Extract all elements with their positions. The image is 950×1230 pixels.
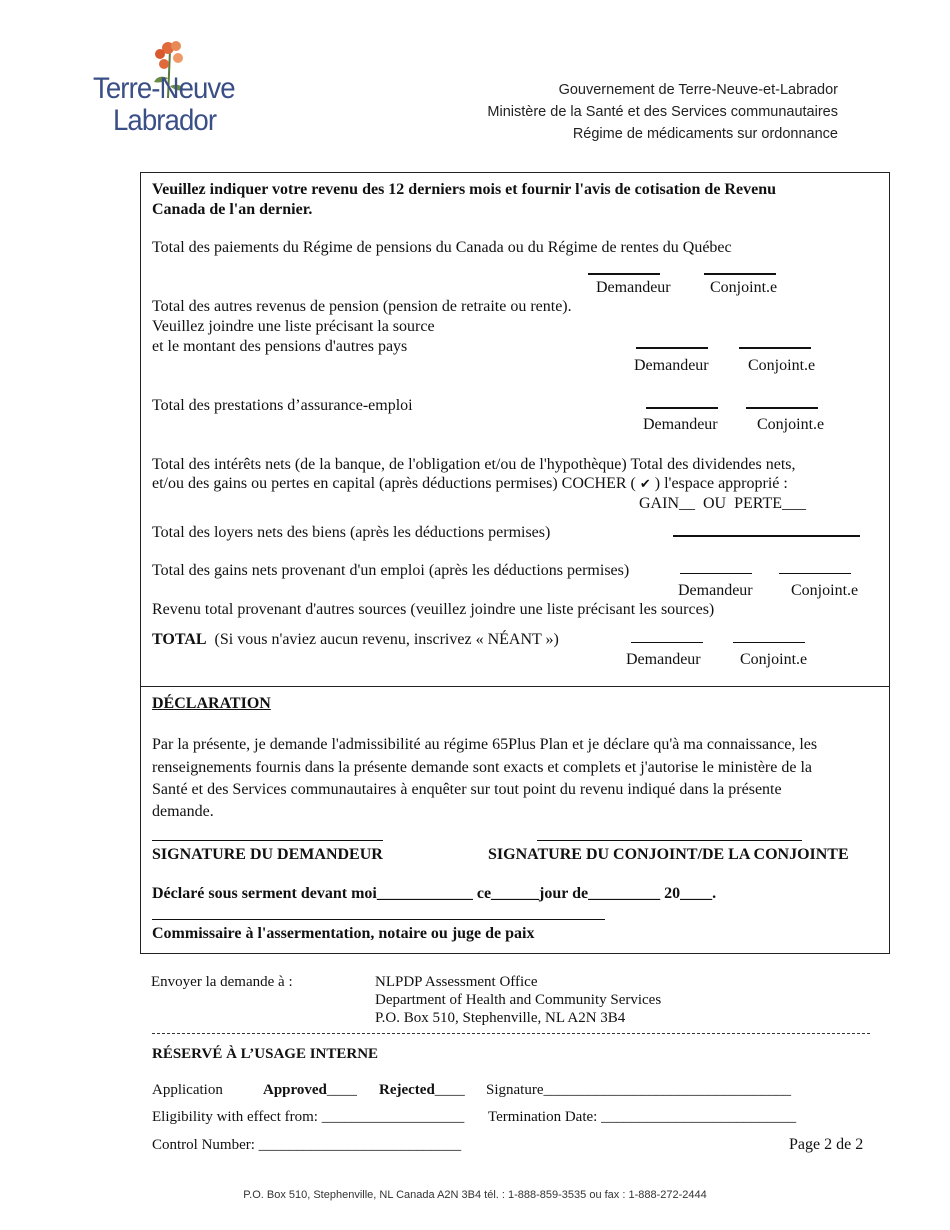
- interest-label-2: et/ou des gains ou pertes en capital (après déductions permises) COCHER ( ✔ ) l'espace approprié :: [152, 475, 788, 492]
- declaration-line-1: Par la présente, je demande l'admissibilité au régime 65Plus Plan et je déclare qu'à ma connaissance, les: [152, 736, 818, 753]
- cpp-label: Total des paiements du Régime de pensions du Canada ou du Régime de rentes du Québec: [152, 239, 732, 256]
- sworn-statement[interactable]: Déclaré sous serment devant moi____________ ce______jour de_________ 20____.: [152, 885, 717, 902]
- ei-spouse-label: Conjoint.e: [757, 416, 825, 433]
- cpp-spouse-label: Conjoint.e: [710, 279, 778, 296]
- internal-signature-field[interactable]: Signature_________________________________: [486, 1082, 791, 1098]
- employment-label: Total des gains nets provenant d'un emploi (après les déductions permises): [152, 562, 630, 579]
- footer-contact: P.O. Box 510, Stephenville, NL Canada A2N 3B4 tél. : 1-888-859-3535 ou fax : 1-888-272-2444: [243, 1189, 707, 1201]
- spouse-signature-field[interactable]: [537, 840, 802, 841]
- cpp-applicant-label: Demandeur: [596, 279, 671, 296]
- employment-applicant-label: Demandeur: [678, 582, 753, 599]
- employment-applicant-field[interactable]: [680, 573, 752, 574]
- total-label: TOTAL (Si vous n'aviez aucun revenu, inscrivez « NÉANT »): [152, 631, 559, 648]
- ei-label: Total des prestations d’assurance-emploi: [152, 397, 413, 414]
- mail-label: Envoyer la demande à :: [151, 974, 293, 990]
- mail-line-3: P.O. Box 510, Stephenville, NL A2N 3B4: [375, 1010, 626, 1026]
- commissioner-label: Commissaire à l'assermentation, notaire ou juge de paix: [152, 925, 535, 942]
- eligibility-field[interactable]: Eligibility with effect from: ___________________: [152, 1109, 465, 1125]
- application-label: Application: [152, 1082, 223, 1098]
- approved-option[interactable]: Approved____: [263, 1082, 357, 1098]
- mail-line-2: Department of Health and Community Services: [375, 992, 662, 1008]
- mail-line-1: NLPDP Assessment Office: [375, 974, 538, 990]
- control-number-field[interactable]: Control Number: ___________________________: [152, 1137, 462, 1153]
- logo-text-labrador: Labrador: [113, 104, 217, 137]
- total-spouse-field[interactable]: [733, 642, 805, 643]
- total-applicant-field[interactable]: [631, 642, 703, 643]
- page-number: Page 2 de 2: [789, 1136, 864, 1153]
- declaration-section: [140, 686, 890, 954]
- other-income-label: Revenu total provenant d'autres sources (veuillez joindre une liste précisant les sources): [152, 601, 715, 618]
- income-intro-line1: Veuillez indiquer votre revenu des 12 derniers mois et fournir l'avis de cotisation de Revenu: [152, 181, 776, 198]
- total-spouse-label: Conjoint.e: [740, 651, 808, 668]
- internal-title: RÉSERVÉ À L’USAGE INTERNE: [152, 1046, 379, 1062]
- check-mark-icon: ✔: [639, 476, 651, 491]
- pension-label-3: et le montant des pensions d'autres pays: [152, 338, 408, 355]
- gain-loss-choice[interactable]: GAIN__ OU PERTE___: [639, 495, 807, 512]
- declaration-line-4: demande.: [152, 803, 214, 820]
- cut-divider: [152, 1033, 870, 1034]
- cpp-applicant-field[interactable]: [588, 273, 660, 275]
- cpp-spouse-field[interactable]: [704, 273, 776, 275]
- employment-spouse-field[interactable]: [779, 573, 851, 574]
- rejected-option[interactable]: Rejected____: [379, 1082, 465, 1098]
- total-applicant-label: Demandeur: [626, 651, 701, 668]
- pension-applicant-label: Demandeur: [634, 357, 709, 374]
- pension-spouse-label: Conjoint.e: [748, 357, 816, 374]
- employment-spouse-label: Conjoint.e: [791, 582, 859, 599]
- applicant-signature-field[interactable]: [152, 840, 383, 841]
- gov-line-2: Ministère de la Santé et des Services communautaires: [487, 104, 838, 120]
- spouse-signature-label: SIGNATURE DU CONJOINT/DE LA CONJOINTE: [488, 846, 849, 863]
- declaration-line-2: renseignements fournis dans la présente demande sont exacts et complets et j'autorise le ministère de la: [152, 759, 812, 776]
- pension-label-1: Total des autres revenus de pension (pension de retraite ou rente).: [152, 298, 572, 315]
- ei-applicant-label: Demandeur: [643, 416, 718, 433]
- applicant-signature-label: SIGNATURE DU DEMANDEUR: [152, 846, 383, 863]
- interest-label-1: Total des intérêts nets (de la banque, de l'obligation et/ou de l'hypothèque) Total des dividendes nets,: [152, 456, 796, 473]
- declaration-line-3: Santé et des Services communautaires à enquêter sur tout point du revenu indiqué dans la présente: [152, 781, 782, 798]
- declaration-title: DÉCLARATION: [152, 695, 271, 712]
- commissioner-signature-field[interactable]: [152, 919, 605, 920]
- pension-label-2: Veuillez joindre une liste précisant la source: [152, 318, 435, 335]
- termination-date-field[interactable]: Termination Date: __________________________: [488, 1109, 797, 1125]
- gov-line-1: Gouvernement de Terre-Neuve-et-Labrador: [558, 82, 838, 98]
- pension-spouse-field[interactable]: [739, 347, 811, 349]
- rent-label: Total des loyers nets des biens (après les déductions permises): [152, 524, 551, 541]
- pension-applicant-field[interactable]: [636, 347, 708, 349]
- ei-spouse-field[interactable]: [746, 407, 818, 409]
- ei-applicant-field[interactable]: [646, 407, 718, 409]
- rent-field[interactable]: [673, 535, 860, 537]
- logo-text-terre-neuve: Terre-Neuve: [93, 72, 235, 105]
- gov-line-3: Régime de médicaments sur ordonnance: [572, 126, 838, 142]
- income-intro-line2: Canada de l'an dernier.: [152, 201, 313, 218]
